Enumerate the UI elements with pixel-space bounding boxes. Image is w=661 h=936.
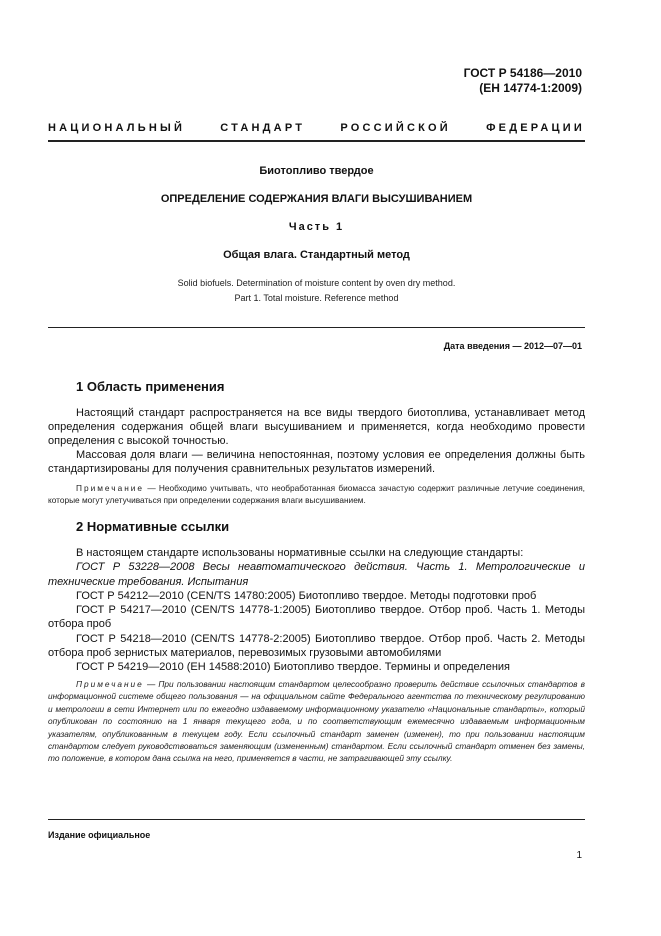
page-number: 1 — [576, 850, 582, 861]
banner-word-1: НАЦИОНАЛЬНЫЙ — [48, 122, 186, 134]
section-1-paragraph-2: Массовая доля влаги — величина непостоянная, поэтому условия ее определения должны быть стандартизированы для получения сравнительных результатов измерений. — [48, 449, 585, 476]
title-main: ОПРЕДЕЛЕНИЕ СОДЕРЖАНИЯ ВЛАГИ ВЫСУШИВАНИЕМ — [160, 193, 473, 205]
section-2-note: Примечание — При пользовании настоящим стандартом целесообразно проверить действие ссылочных стандартов в информационной системе общего пользования — на официальном сайте Федерального агентства по техническому регулированию и метрологии в сети Интернет или по ежегодно издаваемому информационному указателю «Национальные стандарты», который опубликован по состоянию на 1 января текущего года, и по соответствующим ежемесячно издаваемым информационным указателям, опубликованным в текущем году. Если ссылочный стандарт заменен (изменен), то при пользовании настоящим стандартом следует руководствоваться заменяющим (измененным) стандартом. Если ссылочный стандарт отменен без замены, то положение, в котором дана ссылка на него, применяется в части, не затрагивающей эту ссылку. — [48, 679, 585, 764]
title-part: Часть 1 — [288, 221, 345, 233]
reference-4: ГОСТ Р 54218—2010 (CEN/TS 14778-2:2005) Биотопливо твердое. Отбор проб. Часть 2. Методы отбора проб зернистых материалов, перевозимых грузовыми автомобилями — [48, 632, 585, 660]
title-english-line1: Solid biofuels. Determination of moisture content by oven dry method. — [177, 278, 456, 288]
footer-rule — [48, 819, 585, 820]
title-subtitle: Общая влага. Стандартный метод — [223, 249, 410, 261]
banner-rule — [48, 140, 585, 142]
section-1-heading: 1 Область применения — [76, 379, 225, 394]
title-line1: Биотопливо твердое — [259, 165, 374, 177]
national-standard-banner — [48, 122, 585, 134]
references-intro: В настоящем стандарте использованы нормативные ссылки на следующие стандарты: — [76, 547, 524, 559]
reference-1: ГОСТ Р 53228—2008 Весы неавтоматического действия. Часть 1. Метрологические и технические требования. Испытания — [48, 561, 585, 588]
reference-2: ГОСТ Р 54212—2010 (CEN/TS 14780:2005) Биотопливо твердое. Методы подготовки проб — [76, 589, 537, 602]
reference-5: ГОСТ Р 54219—2010 (ЕН 14588:2010) Биотопливо твердое. Термины и определения — [76, 661, 511, 674]
section-1-paragraph-1: Настоящий стандарт распространяется на все виды твердого биотоплива, устанавливает метод определения содержания общей влаги высушиванием и применяется, когда необходимо провести определения с высокой точностью. — [48, 407, 585, 448]
title-english — [48, 276, 585, 306]
introduction-date: Дата введения — 2012—07—01 — [443, 341, 582, 351]
edition-label: Издание официальное — [48, 830, 151, 840]
title-english-line2: Part 1. Total moisture. Reference method — [234, 293, 399, 303]
standard-code — [464, 66, 582, 96]
title-rule — [48, 327, 585, 328]
banner-word-2: СТАНДАРТ — [220, 122, 306, 134]
banner-word-4: ФЕДЕРАЦИИ — [486, 122, 585, 134]
section-2-heading: 2 Нормативные ссылки — [76, 519, 230, 534]
note-label: Примечание — [76, 483, 145, 493]
section-1-note: Примечание — Необходимо учитывать, что необработанная биомасса зачастую содержит различные летучие соединения, которые могут улетучиваться при определении содержания влаги высушиванием. — [48, 483, 585, 506]
normative-references — [48, 546, 585, 675]
standard-code-en: (ЕН 14774-1:2009) — [479, 81, 582, 95]
banner-word-3: РОССИЙСКОЙ — [340, 122, 451, 134]
reference-3: ГОСТ Р 54217—2010 (CEN/TS 14778-1:2005) Биотопливо твердое. Отбор проб. Часть 1. Методы отбора проб — [48, 604, 585, 631]
note-label: Примечание — [76, 679, 144, 689]
standard-code-ru: ГОСТ Р 54186—2010 — [463, 66, 582, 80]
